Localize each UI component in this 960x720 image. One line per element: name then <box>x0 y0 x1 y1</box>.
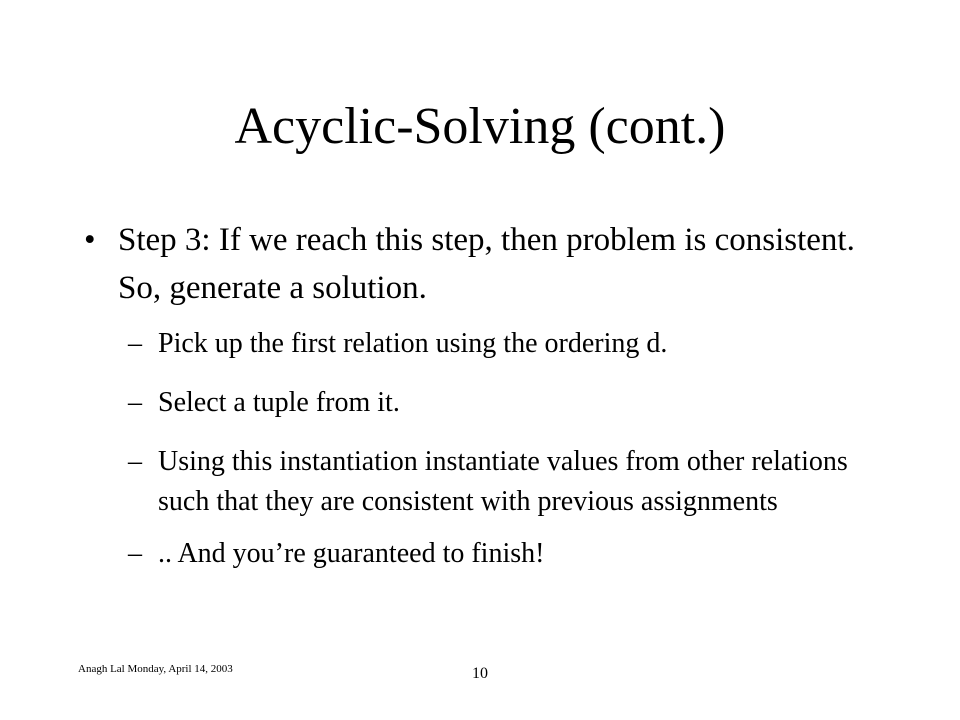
dash-icon: – <box>128 387 142 418</box>
main-bullet <box>84 216 884 312</box>
sub-bullet-list <box>84 324 884 574</box>
sub-bullet-text: Using this instantiation instantiate values from other relations such that they are consistent with previous assignments <box>158 446 848 517</box>
bullet-dot-icon: • <box>84 222 96 258</box>
slide-title: Acyclic-Solving (cont.) <box>234 98 726 155</box>
footer-author-date: Anagh Lal Monday, April 14, 2003 <box>78 663 233 675</box>
dash-icon: – <box>128 538 142 569</box>
sub-bullet-item <box>84 534 884 574</box>
sub-bullet-item <box>84 383 884 423</box>
dash-icon: – <box>128 446 142 477</box>
page-number: 10 <box>472 665 488 682</box>
bullet-list <box>84 216 884 593</box>
sub-bullet-text: .. And you’re guaranteed to finish! <box>158 538 545 569</box>
dash-icon: – <box>128 328 142 359</box>
sub-bullet-item <box>84 324 884 364</box>
sub-bullet-item <box>84 442 884 522</box>
main-bullet-text: Step 3: If we reach this step, then problem is consistent. So, generate a solution. <box>118 222 855 306</box>
sub-bullet-text: Pick up the first relation using the ordering d. <box>158 328 668 359</box>
sub-bullet-text: Select a tuple from it. <box>158 387 400 418</box>
